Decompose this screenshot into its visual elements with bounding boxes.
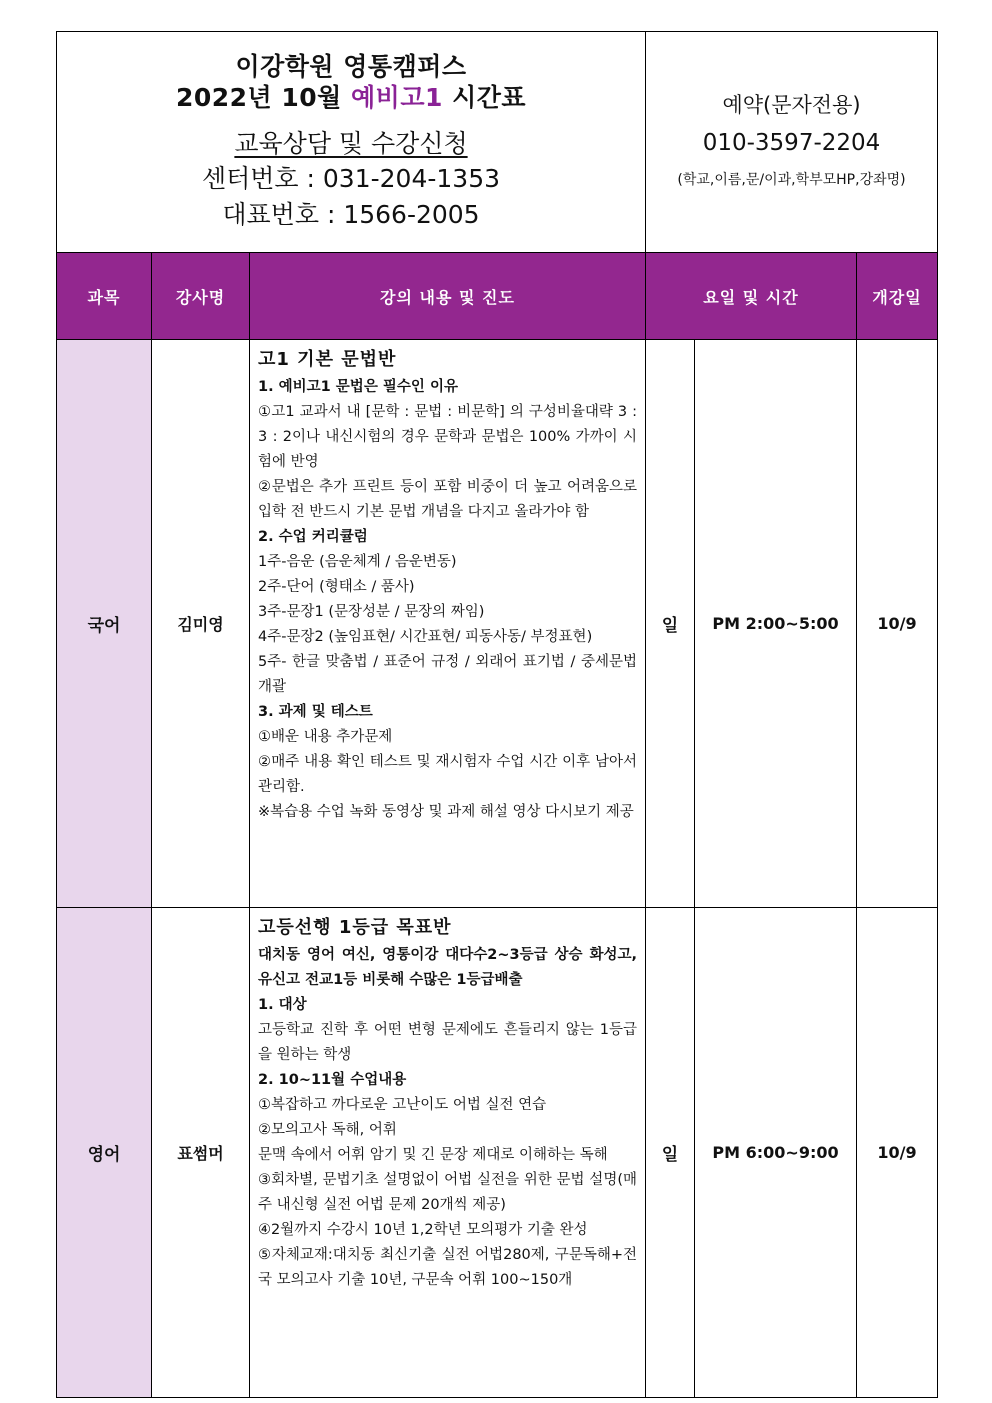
schedule-title-date: 2022년 10월 bbox=[175, 83, 352, 112]
content-line: 4주-문장2 (높임표현/ 시간표현/ 피동사동/ 부정표현) bbox=[258, 629, 593, 645]
section-heading: 3. 과제 및 테스트 bbox=[258, 704, 373, 720]
teacher-cell: 김미영 bbox=[152, 340, 250, 908]
schedule-title bbox=[57, 82, 645, 113]
content-line: ①배운 내용 추가문제 bbox=[258, 729, 393, 745]
section-heading: 1. 대상 bbox=[258, 997, 307, 1013]
col-schedule: 요일 및 시간 bbox=[646, 253, 857, 340]
section-heading: 대치동 영어 여신, 영통이강 대다수2~3등급 상승 화성고,유신고 전교1등 비롯해 수많은 1등급배출 bbox=[258, 947, 637, 988]
content-cell bbox=[250, 340, 646, 908]
teacher-cell: 표썸머 bbox=[152, 908, 250, 1398]
section-heading: 1. 예비고1 문법은 필수인 이유 bbox=[258, 379, 458, 395]
center-phone: 센터번호 : 031-204-1353 bbox=[201, 164, 501, 193]
col-content: 강의 내용 및 진도 bbox=[250, 253, 646, 340]
start-date-cell: 10/9 bbox=[857, 340, 938, 908]
content-cell bbox=[250, 908, 646, 1398]
content-line: ※복습용 수업 녹화 동영상 및 과제 해설 영상 다시보기 제공 bbox=[258, 804, 634, 820]
schedule-title-suffix: 시간표 bbox=[442, 83, 527, 112]
main-phone: 대표번호 : 1566-2005 bbox=[222, 200, 480, 229]
reserve-number: 010-3597-2204 bbox=[702, 130, 881, 156]
subject-cell: 국어 bbox=[57, 340, 152, 908]
content-line: 3주-문장1 (문장성분 / 문장의 짜임) bbox=[258, 604, 485, 620]
academy-title: 이강학원 영통캠퍼스 bbox=[235, 52, 467, 81]
section-heading: 2. 10~11월 수업내용 bbox=[258, 1072, 407, 1088]
time-cell: PM 6:00~9:00 bbox=[695, 908, 857, 1398]
content-line: 1주-음운 (음운체계 / 음운변동) bbox=[258, 554, 457, 570]
table-row bbox=[57, 340, 938, 908]
day-cell: 일 bbox=[646, 340, 695, 908]
day-cell: 일 bbox=[646, 908, 695, 1398]
reserve-note: (학교,이름,문/이과,학부모HP,강좌명) bbox=[677, 172, 906, 188]
timetable-sheet bbox=[56, 31, 937, 1400]
reservation-block bbox=[646, 32, 938, 253]
course-title: 고1 기본 문법반 bbox=[258, 349, 397, 370]
section-heading: 2. 수업 커리큘럼 bbox=[258, 529, 368, 545]
content-line: ③회차별, 문법기초 설명없이 어법 실전을 위한 문법 설명(매주 내신형 실전 어법 문제 20개씩 제공) bbox=[258, 1172, 637, 1213]
content-line: 5주- 한글 맞춤법 / 표준어 규정 / 외래어 표기법 / 중세문법 개괄 bbox=[258, 654, 637, 695]
time-cell: PM 2:00~5:00 bbox=[695, 340, 857, 908]
content-line: ①고1 교과서 내 [문학 : 문법 : 비문학] 의 구성비율대략 3 : 3 : 2이나 내신시험의 경우 문학과 문법은 100% 가까이 시험에 반영 bbox=[258, 404, 637, 470]
col-subject: 과목 bbox=[57, 253, 152, 340]
table-row bbox=[57, 908, 938, 1398]
reserve-label: 예약(문자전용) bbox=[722, 93, 861, 117]
content-line: ②모의고사 독해, 어휘 bbox=[258, 1122, 397, 1138]
start-date-cell: 10/9 bbox=[857, 908, 938, 1398]
schedule-title-grade: 예비고1 bbox=[351, 83, 443, 112]
content-line: 문맥 속에서 어휘 암기 및 긴 문장 제대로 이해하는 독해 bbox=[258, 1147, 608, 1163]
course-lines bbox=[258, 943, 637, 1293]
content-line: ②문법은 추가 프린트 등이 포함 비중이 더 높고 어려움으로 입학 전 반드시 기본 문법 개념을 다지고 올라가야 함 bbox=[258, 479, 637, 520]
col-teacher: 강사명 bbox=[152, 253, 250, 340]
consult-label: 교육상담 및 수강신청 bbox=[234, 129, 468, 158]
content-line: ①복잡하고 까다로운 고난이도 어법 실전 연습 bbox=[258, 1097, 547, 1113]
col-start-date: 개강일 bbox=[857, 253, 938, 340]
content-line: ④2월까지 수강시 10년 1,2학년 모의평가 기출 완성 bbox=[258, 1222, 588, 1238]
content-line: ②매주 내용 확인 테스트 및 재시험자 수업 시간 이후 남아서 관리함. bbox=[258, 754, 637, 795]
content-line: ⑤자체교재:대치동 최신기출 실전 어법280제, 구문독해+전국 모의고사 기출 10년, 구문속 어휘 100~150개 bbox=[258, 1247, 637, 1288]
course-title: 고등선행 1등급 목표반 bbox=[258, 917, 452, 938]
course-lines bbox=[258, 375, 637, 825]
header-title-block bbox=[57, 32, 646, 253]
timetable bbox=[56, 31, 938, 1398]
content-line: 고등학교 진학 후 어떤 변형 문제에도 흔들리지 않는 1등급을 원하는 학생 bbox=[258, 1022, 637, 1063]
subject-cell: 영어 bbox=[57, 908, 152, 1398]
content-line: 2주-단어 (형태소 / 품사) bbox=[258, 579, 415, 595]
column-header-row bbox=[57, 253, 938, 340]
